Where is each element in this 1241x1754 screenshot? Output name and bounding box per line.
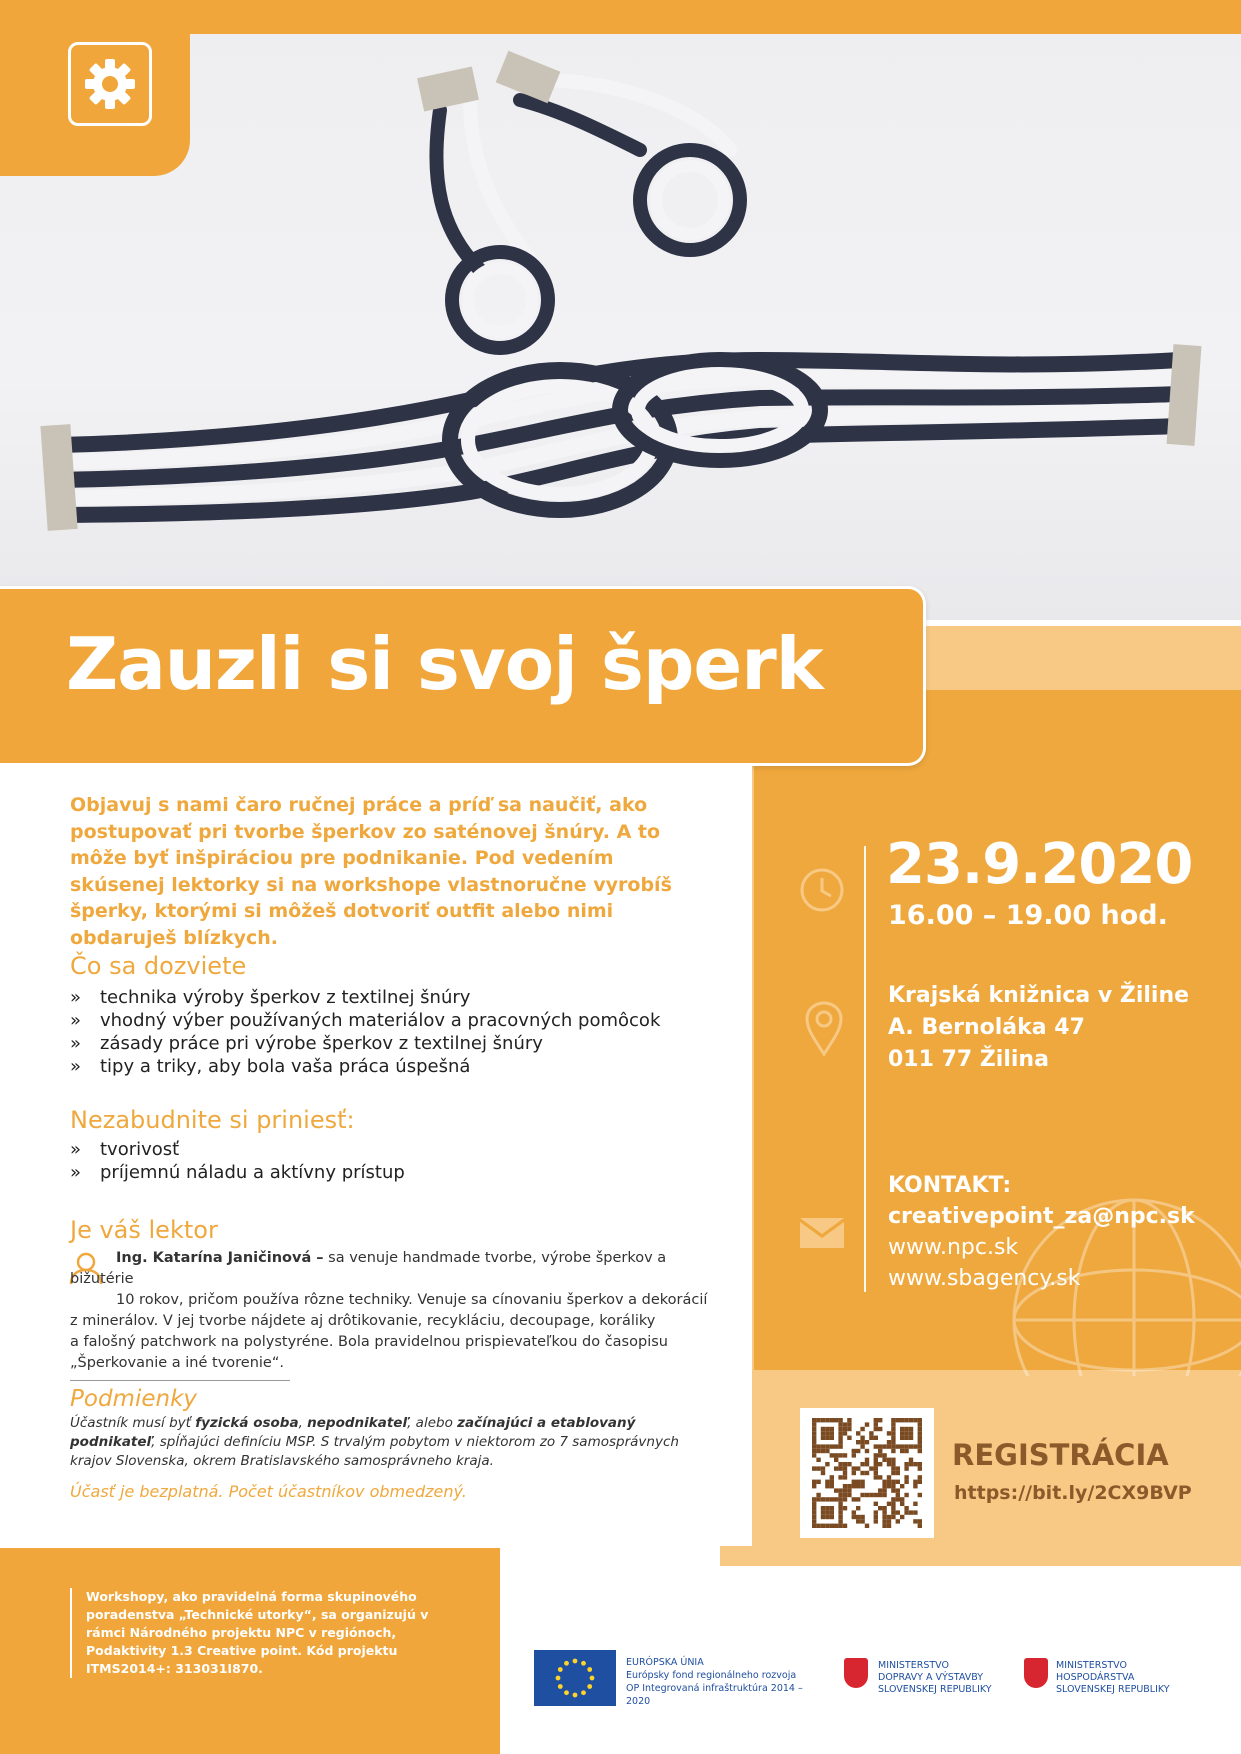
info-divider-line <box>864 846 866 1292</box>
free-entry-note: Účasť je bezplatná. Počet účastníkov obmedzený. <box>70 1482 467 1501</box>
list-item: » zásady práce pri výrobe šperkov z textilnej šnúry <box>70 1032 730 1055</box>
gear-icon <box>83 57 137 111</box>
conditions-heading: Podmienky <box>70 1386 197 1412</box>
list-item: » vhodný výber používaných materiálov a pracovných pomôcok <box>70 1009 730 1032</box>
registration-link[interactable]: https://bit.ly/2CX9BVP <box>954 1482 1192 1504</box>
qr-code-pattern <box>800 1408 934 1538</box>
ministry-economy-logo-text: MINISTERSTVO HOSPODÁRSTVA SLOVENSKEJ REPUBLIKY <box>1056 1660 1170 1695</box>
slovak-crest <box>1024 1658 1048 1688</box>
bring-list <box>70 1138 730 1184</box>
list-item: » príjemnú náladu a aktívny prístup <box>70 1161 730 1184</box>
event-place: Krajská knižnica v Žiline A. Bernoláka 47 011 77 Žilina <box>888 983 1190 1072</box>
footer-note-line <box>70 1588 72 1678</box>
intro-paragraph: Objavuj s nami čaro ručnej práce a príď sa naučiť, ako postupovať pri tvorbe šperkov zo saténovej šnúry. A to môže byť inšpiráciou pre podnikanie. Pod vedením skúsenej lektorky si na workshope vlastnoručne vyrobíš šperky, ktorými si môžeš dotvoriť outfit alebo nimi obdaruješ blízkych. <box>70 794 672 949</box>
event-date: 23.9.2020 <box>886 832 1193 897</box>
contact-web-npc[interactable]: www.npc.sk <box>888 1235 1019 1260</box>
contact-email[interactable]: creativepoint_za@npc.sk <box>888 1204 1195 1229</box>
list-item: » tipy a triky, aby bola vaša práca úspešná <box>70 1055 730 1078</box>
list-item: » technika výroby šperkov z textilnej šnúry <box>70 986 730 1009</box>
location-pin-icon <box>804 1000 844 1056</box>
event-time: 16.00 – 19.00 hod. <box>888 900 1168 931</box>
list-item: » tvorivosť <box>70 1138 730 1161</box>
ministry-transport-logo-text: MINISTERSTVO DOPRAVY A VÝSTAVBY SLOVENSKEJ REPUBLIKY <box>878 1660 992 1695</box>
learn-heading: Čo sa dozviete <box>70 952 247 980</box>
contact-web-sba[interactable]: www.sbagency.sk <box>888 1266 1081 1291</box>
conditions-text: Účastník musí byť fyzická osoba, nepodnikateľ, alebo začínajúci a etablovaný podnikateľ, spĺňajúci definíciu MSP. S trvalým pobytom v niektorom zo 7 samosprávnych krajov Slovenska, okrem Bratislavského samosprávneho kraja. <box>70 1415 679 1469</box>
contact-label: KONTAKT: <box>888 1173 1012 1198</box>
registration-label: REGISTRÁCIA <box>952 1438 1169 1472</box>
learn-list <box>70 986 730 1078</box>
footer-note: Workshopy, ako pravidelná forma skupinového poradenstva „Technické utorky“, sa organizujú v rámci Národného projektu NPC v regiónoch, Podaktivity 1.3 Creative point. Kód projektu ITMS2014+: 313031I870. <box>86 1589 429 1676</box>
lector-name: Ing. Katarína Janičinová – <box>116 1250 324 1266</box>
lector-heading: Je váš lektor <box>70 1216 218 1244</box>
envelope-icon <box>798 1216 846 1250</box>
gear-icon-frame <box>68 42 152 126</box>
slovak-crest <box>844 1658 868 1688</box>
lector-bio: Ing. Katarína Janičinová – sa venuje handmade tvorbe, výrobe šperkov a bižutérie 10 rokov, pričom používa rôzne techniky. Venuje sa cínovaniu šperkov a dekorácií z minerálov. V jej tvorbe nájdete aj drôtikovanie, recykláciu, decoupage, koráliky a falošný patchwork na polystyréne. Bola pravidelnou prispievateľkou do časopisu „Šperkovanie a iné tvorenie“. <box>70 1250 708 1371</box>
contact-block <box>888 1170 1195 1294</box>
eu-stars-icon <box>534 1650 616 1706</box>
page-title: Zauzli si svoj šperk <box>66 622 823 706</box>
section-divider <box>70 1380 290 1381</box>
bring-heading: Nezabudnite si priniesť: <box>70 1106 355 1134</box>
qr-code[interactable] <box>800 1408 934 1538</box>
clock-icon <box>798 866 846 914</box>
eu-flag <box>534 1650 616 1706</box>
eu-logo-text: EURÓPSKA ÚNIA Európsky fond regionálneho rozvoja OP Integrovaná infraštruktúra 2014 – 2020 <box>626 1657 803 1707</box>
